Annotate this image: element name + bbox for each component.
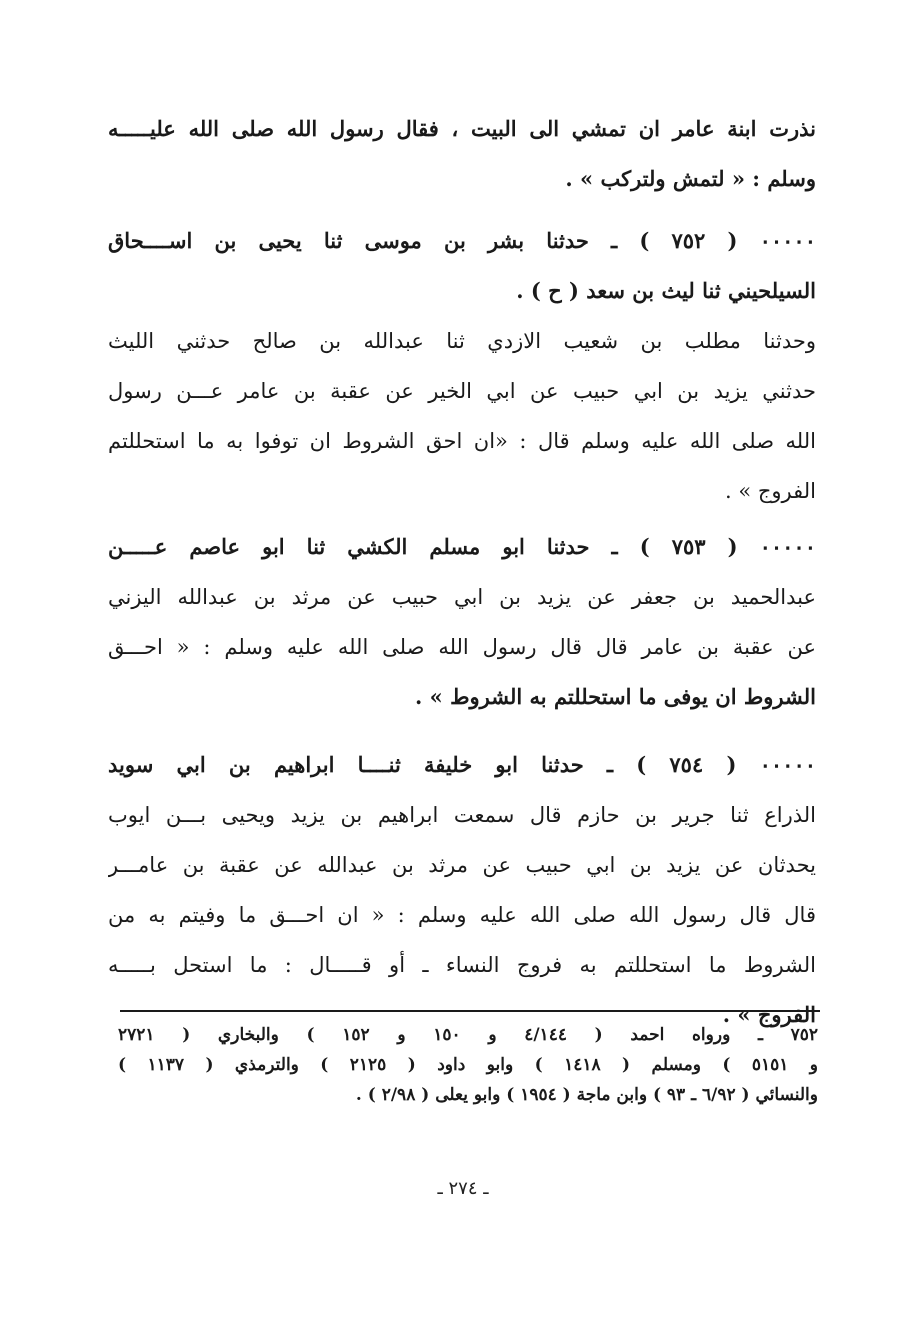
paragraph-hadith-752	[108, 216, 816, 516]
text-line: السيلحيني ثنا ليث بن سعد ( ح ) .	[516, 278, 816, 303]
footnote-divider	[120, 1010, 820, 1012]
text-line: نذرت ابنة عامر ان تمشي الى البيت ، فقال رسول الله صلى الله عليـــــه	[108, 116, 816, 141]
page-number: ـ ٢٧٤ ـ	[437, 1178, 489, 1199]
text-line: حدثني يزيد بن ابي حبيب عن ابي الخير عن عقبة بن عامر عـــن رسول	[108, 379, 816, 403]
text-line: عبدالحميد بن جعفر عن يزيد بن ابي حبيب عن مرثد بن عبدالله اليزني	[108, 585, 816, 609]
footnote-line: و ٥١٥١ ) ومسلم ( ١٤١٨ ) وابو داود ( ٢١٢٥ ) والترمذي ( ١١٣٧ )	[118, 1055, 818, 1075]
text-line: الفروج » .	[724, 479, 816, 503]
paragraph-hadith-753	[108, 522, 816, 722]
paragraph-hadith-754	[108, 740, 816, 1040]
text-line: قال قال رسول الله صلى الله عليه وسلم : « ان احـــق ما وفيتم به من	[108, 903, 816, 927]
footnote-line: ٧٥٢ ـ ورواه احمد ( ٤/١٤٤ و ١٥٠ و ١٥٢ ) والبخاري ( ٢٧٢١	[118, 1025, 818, 1045]
paragraph-hadith-751-end	[108, 104, 816, 204]
text-line: يحدثان عن يزيد بن ابي حبيب عن مرثد بن عبدالله عن عقبة بن عامـــر	[108, 853, 816, 877]
footnotes	[118, 1020, 818, 1110]
text-line: ٠٠٠٠٠ ( ٧٥٣ ) ـ حدثنا ابو مسلم الكشي ثنا ابو عاصم عـــــن	[108, 534, 816, 559]
footnote-line: والنسائي ( ٦/٩٢ ـ ٩٣ ) وابن ماجة ( ١٩٥٤ ) وابو يعلى ( ٢/٩٨ ) .	[355, 1085, 818, 1105]
text-line: الفروج » .	[722, 1002, 816, 1027]
text-line: الشروط ما استحللتم به فروج النساء ـ أو قـــــال : ما استحل بـــــه	[108, 953, 816, 977]
text-line: الله صلى الله عليه وسلم قال : «ان احق الشروط ان توفوا به ما استحللتم	[108, 429, 816, 453]
text-line: عن عقبة بن عامر قال قال رسول الله صلى الله عليه وسلم : « احـــق	[108, 635, 816, 659]
text-line: وسلم : « لتمش ولتركب » .	[565, 166, 816, 191]
text-line: وحدثنا مطلب بن شعيب الازدي ثنا عبدالله بن صالح حدثني الليث	[108, 329, 816, 353]
text-line: ٠٠٠٠٠ ( ٧٥٤ ) ـ حدثنا ابو خليفة ثنــــا ابراهيم بن ابي سويد	[108, 752, 816, 777]
text-line: الذراع ثنا جرير بن حازم قال سمعت ابراهيم بن يزيد ويحيى بـــن ايوب	[108, 803, 816, 827]
text-line: ٠٠٠٠٠ ( ٧٥٢ ) ـ حدثنا بشر بن موسى ثنا يحيى بن اســــحاق	[108, 228, 816, 253]
text-line: الشروط ان يوفى ما استحللتم به الشروط » .	[415, 684, 816, 709]
